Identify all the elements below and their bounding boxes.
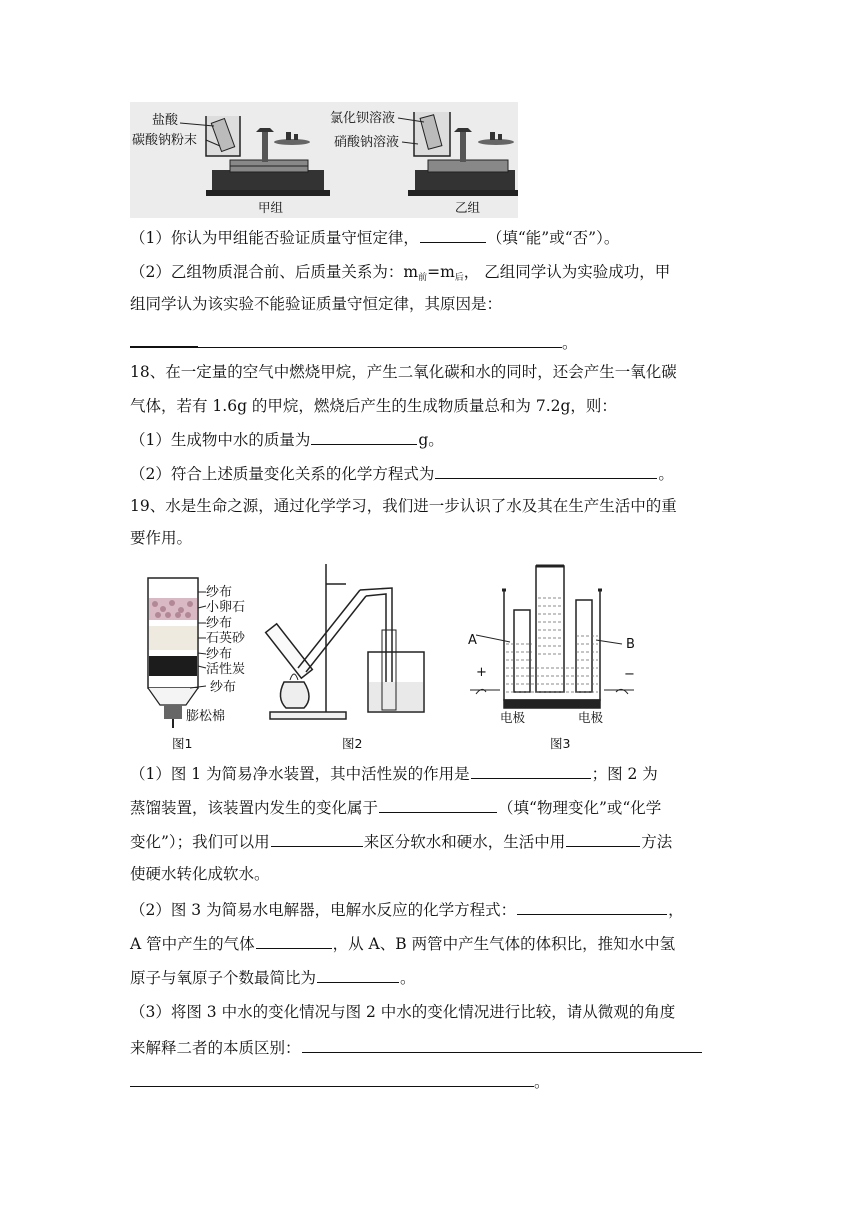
q19-line2: 要作用。	[130, 529, 193, 547]
yi-label-bacl2: 氯化钡溶液	[330, 111, 396, 126]
q19-blank-1[interactable]	[471, 762, 591, 779]
q17-blank-1[interactable]	[420, 226, 486, 243]
balance-experiment-figure	[130, 102, 518, 218]
q19-part2-line1: （2）图 3 为简易水电解器，电解水反应的化学方程式： ，	[130, 898, 730, 920]
q19-part1-line1: （1）图 1 为简易净水装置，其中活性炭的作用是 ；图 2 为	[130, 762, 730, 784]
yi-balance	[398, 112, 518, 196]
q19-blank-4[interactable]	[566, 830, 640, 847]
jia-balance	[180, 116, 330, 196]
q17-blank-2a[interactable]	[130, 330, 198, 348]
fig1-filter-device	[148, 578, 198, 728]
q19-blank-6[interactable]	[256, 932, 332, 949]
jia-label-hcl: 盐酸	[152, 113, 179, 128]
fig3-water-hatching	[506, 598, 598, 692]
fig2-caption: 图2	[342, 736, 363, 751]
fig3-minus: −	[624, 667, 635, 682]
fig1-label-2: 纱布	[206, 616, 233, 631]
q19-part3-line2: 来解释二者的本质区别：	[130, 1036, 730, 1058]
water-experiments-figure	[130, 560, 660, 755]
q18-blank-2[interactable]	[435, 462, 657, 479]
q19-line1: 19、水是生命之源，通过化学学习，我们进一步认识了水及其在生产生活中的重	[130, 497, 677, 515]
q19-part2-line3: 原子与氧原子个数最简比为 。	[130, 966, 730, 988]
q18-line2: 气体，若有 1.6g 的甲烷，燃烧后产生的生成物质量总和为 7.2g，则：	[130, 397, 617, 415]
caption-yi: 乙组	[455, 200, 481, 215]
fig3-plus: +	[476, 665, 487, 680]
balance-diagram	[130, 102, 518, 218]
fig1-label-1: 小卵石	[206, 600, 246, 615]
fig3-electrode-right: 电极	[578, 710, 604, 725]
q19-blank-9[interactable]	[130, 1070, 534, 1087]
fig3-label-b: B	[626, 637, 635, 652]
q19-part1-line2: 蒸馏装置，该装置内发生的变化属于 （填“物理变化”或“化学	[130, 796, 730, 818]
fig2-distillation	[266, 564, 424, 719]
q17-part2-line2: 组同学认为该实验不能验证质量守恒定律，其原因是：	[130, 295, 503, 313]
fig3-electrode-left: 电极	[500, 710, 526, 725]
q19-blank-2[interactable]	[379, 796, 497, 813]
q19-part1-line4: 使硬水转化成软水。	[130, 865, 270, 883]
fig1-label-6: 纱布	[210, 680, 237, 695]
fig3-electrolyzer	[470, 566, 634, 708]
q17-part2-line1: （2）乙组物质混合前、后质量关系为：$m_前=m_后$， 乙组同学认为实验成功，甲	[130, 263, 671, 283]
q18-line1: 18、在一定量的空气中燃烧甲烷，产生二氧化碳和水的同时，还会产生一氧化碳	[130, 363, 677, 381]
q19-blank-7[interactable]	[317, 966, 399, 983]
fig3-label-a: A	[468, 633, 477, 648]
fig1-label-0: 纱布	[206, 585, 233, 600]
q19-part3-line1: （3）将图 3 中水的变化情况与图 2 中水的变化情况进行比较，请从微观的角度	[130, 1003, 676, 1021]
q19-part1-line3: 变化”）；我们可以用 来区分软水和硬水，生活中用 方法	[130, 830, 730, 852]
fig1-label-5: 活性炭	[206, 662, 246, 677]
q18-part2: （2）符合上述质量变化关系的化学方程式为 。	[130, 462, 730, 484]
q18-blank-1[interactable]	[311, 428, 417, 445]
q19-blank-8[interactable]	[302, 1036, 702, 1053]
q17-part1: （1）你认为甲组能否验证质量守恒定律， （填“能”或“否”）。	[130, 226, 730, 248]
fig3-caption: 图3	[550, 736, 571, 751]
q18-part1: （1）生成物中水的质量为 g。	[130, 428, 730, 450]
jia-label-na2co3: 碳酸钠粉末	[132, 133, 198, 148]
water-diagram	[130, 560, 660, 755]
q19-part3-line3: 。	[130, 1070, 730, 1092]
yi-label-nano3: 硝酸钠溶液	[334, 135, 400, 150]
q19-blank-5[interactable]	[517, 898, 667, 915]
q19-part2-line2: A 管中产生的气体 ，从 A、B 两管中产生气体的体积比，推知水中氢	[130, 932, 730, 954]
fig1-label-4: 纱布	[206, 647, 233, 662]
fig1-caption: 图1	[172, 736, 193, 751]
fig1-label-3: 石英砂	[206, 631, 246, 646]
q17-part2-line3: 。	[130, 330, 730, 353]
q17-blank-2b[interactable]	[198, 331, 562, 348]
q19-blank-3[interactable]	[271, 830, 363, 847]
fig1-label-7: 膨松棉	[186, 709, 226, 724]
caption-jia: 甲组	[258, 200, 284, 215]
